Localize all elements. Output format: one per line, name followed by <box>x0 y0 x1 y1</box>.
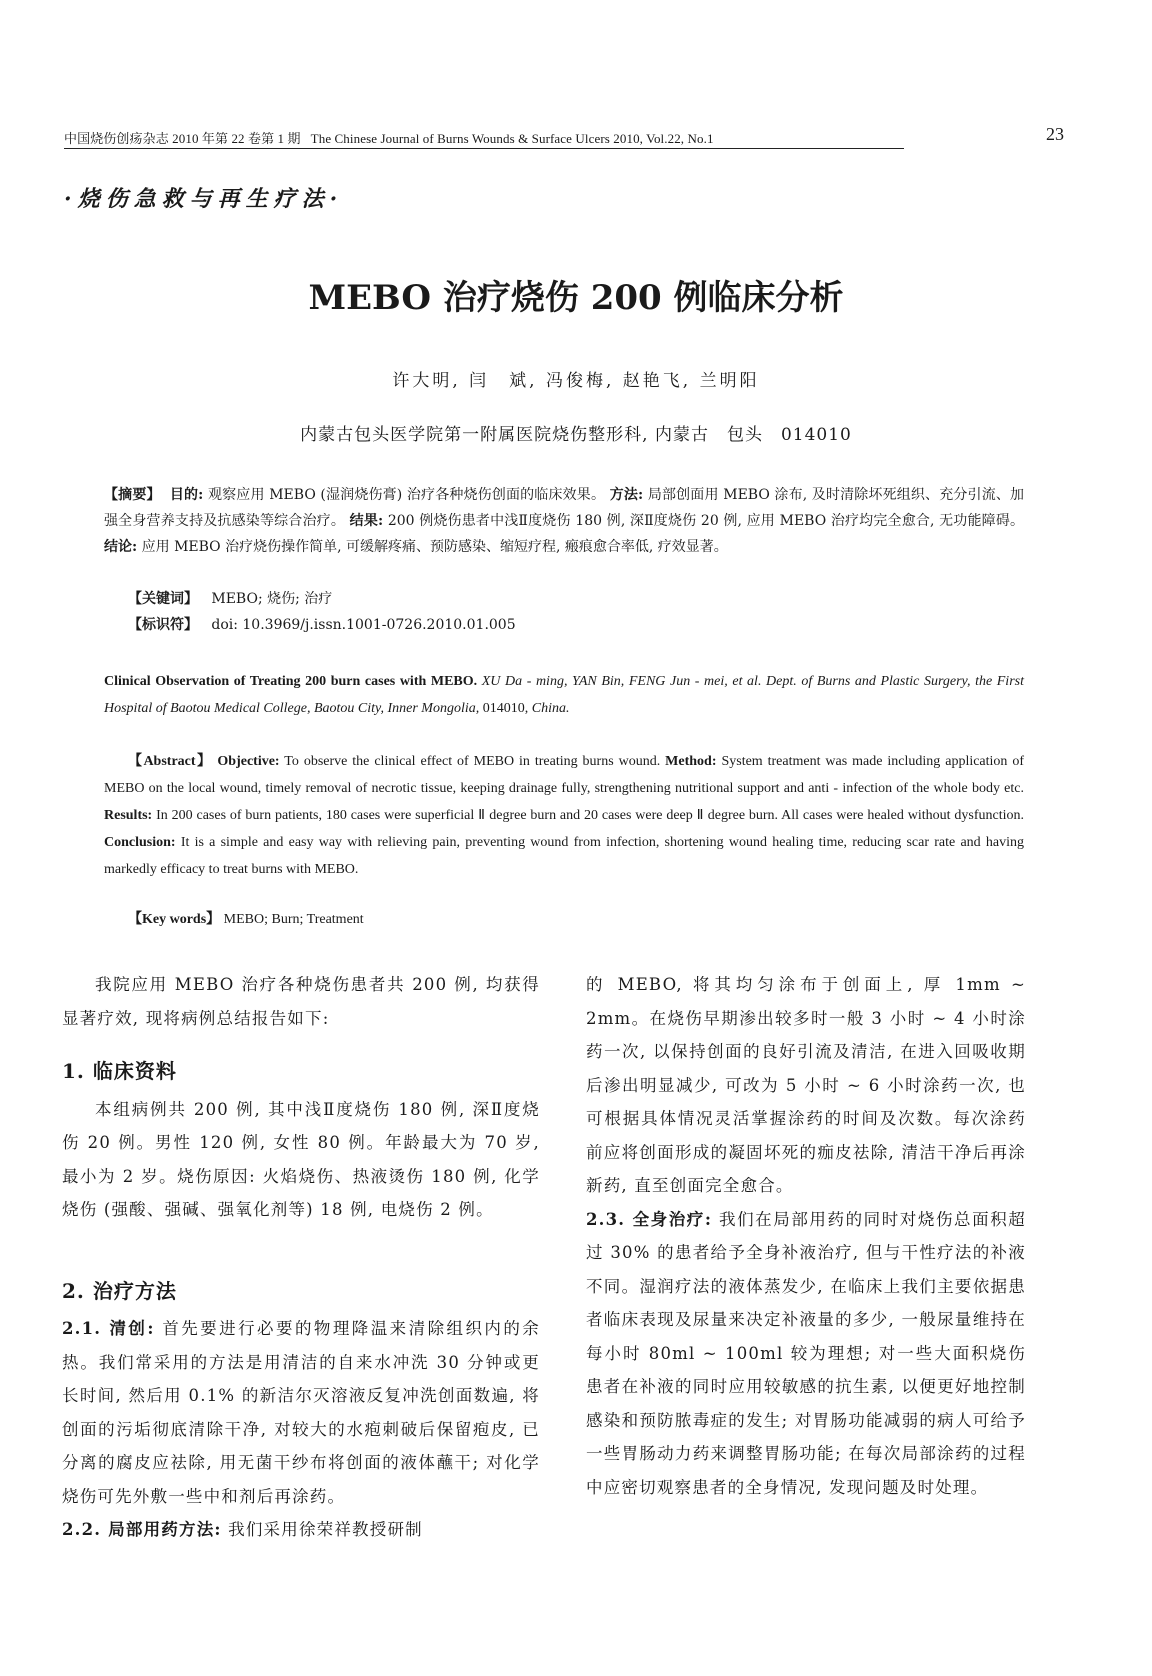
section-2-2-paragraph-cont: 的 MEBO, 将其均匀涂布于创面上, 厚 1mm ~ 2mm。在烧伤早期渗出较多时一般 3 小时 ~ 4 小时涂药一次, 以保持创面的良好引流及清洁, 在进入回吸收期后渗出明显减少, 可改为 5 小时 ~ 6 小时涂药一次, 也可根据具体情况灵活掌握涂药的时间及次数。每次涂药前应将创面形成的凝固坏死的痂皮祛除, 清洁干净后再涂新药, 直至创面完全愈合。 <box>586 975 1026 1195</box>
identifier-cn <box>128 612 1008 638</box>
section-2-3-label: 2.3. 全身治疗: <box>586 1209 713 1229</box>
body-left-column <box>62 968 540 1547</box>
section-gap <box>62 1227 540 1255</box>
purpose-label: 目的: <box>169 487 204 503</box>
abstract-cn <box>104 482 1024 560</box>
section-1-heading: 1. 临床资料 <box>62 1059 177 1083</box>
english-postcode: 014010, <box>482 701 529 716</box>
section-2-2-text-start: 我们采用徐荣祥教授研制 <box>228 1520 423 1539</box>
method-text: 局部创面用 MEBO 涂布, 及时清除坏死组织、充分引流、加强全身营养支持及抗感染等综合治疗。 <box>104 487 1025 529</box>
method-en-label: Method: <box>665 754 717 769</box>
section-1-paragraph: 本组病例共 200 例, 其中浅Ⅱ度烧伤 180 例, 深Ⅱ度烧伤 20 例。男性 120 例, 女性 80 例。年龄最大为 70 岁, 最小为 2 岁。烧伤原因: 火焰烧伤、热液烫伤 180 例, 化学烧伤 (强酸、强碱、强氧化剂等) 18 例, 电烧伤 2 例。 <box>62 1099 540 1219</box>
journal-name-en: The Chinese Journal of Burns Wounds & Surface Ulcers 2010, Vol.22, No.1 <box>310 131 714 146</box>
keywords-en <box>128 908 364 928</box>
abstract-en <box>104 748 1024 883</box>
results-text: 200 例烧伤患者中浅Ⅱ度烧伤 180 例, 深Ⅱ度烧伤 20 例, 应用 MEBO 治疗均完全愈合, 无功能障碍。 <box>387 513 1025 529</box>
author-list: 许大明, 闫 斌, 冯俊梅, 赵艳飞, 兰明阳 <box>392 371 760 391</box>
section-2-1-label: 2.1. 清创: <box>62 1319 155 1338</box>
abstract-cn-label: 【摘要】 <box>104 487 161 503</box>
keywords-cn-text: MEBO; 烧伤; 治疗 <box>211 591 333 607</box>
conclusion-en-text: It is a simple and easy way with relieving pain, preventing wound from infection, shortening wound healing time, reducing scar rate and having markedly efficacy to treat burns with MEBO. <box>104 835 1025 877</box>
section-2-heading: 2. 治疗方法 <box>62 1278 177 1303</box>
intro-paragraph: 我院应用 MEBO 治疗各种烧伤患者共 200 例, 均获得显著疗效, 现将病例总结报告如下: <box>62 975 540 1028</box>
english-title-block <box>104 668 1024 722</box>
purpose-text: 观察应用 MEBO (湿润烧伤膏) 治疗各种烧伤创面的临床效果。 <box>207 487 606 503</box>
affiliation: 内蒙古包头医学院第一附属医院烧伤整形科, 内蒙古 包头 014010 <box>300 425 852 445</box>
section-2-3-paragraph <box>586 1203 1026 1505</box>
results-en-text: In 200 cases of burn patients, 180 cases were superficial Ⅱ degree burn and 20 cases were deep Ⅱ degree burn. All cases were healed without dysfunction. <box>156 808 1025 823</box>
keywords-en-text: MEBO; Burn; Treatment <box>223 912 364 927</box>
page-number: 23 <box>1046 124 1064 144</box>
identifier-label: 【标识符】 <box>128 617 198 633</box>
english-affiliation: Dept. of Burns and Plastic Surgery, the First Hospital of Baotou Medical College, Baotou City, Inner Mongolia, <box>104 674 1024 716</box>
method-en-text: System treatment was made including application of MEBO on the local wound, timely removal of necrotic tissue, keeping drainage fully, strengthening nutritional support and anti - infection of the whole body etc. <box>104 754 1025 796</box>
section-2-1-paragraph <box>62 1312 540 1513</box>
english-authors: XU Da - ming, YAN Bin, FENG Jun - mei, et al. <box>481 674 762 689</box>
conclusion-text: 应用 MEBO 治疗烧伤操作简单, 可缓解疼痛、预防感染、缩短疗程, 瘢痕愈合率低, 疗效显著。 <box>141 539 728 555</box>
running-header <box>64 128 714 147</box>
conclusion-label: 结论: <box>104 539 138 555</box>
header-rule <box>64 148 904 149</box>
paper-title: MEBO 治疗烧伤 200 例临床分析 <box>308 278 844 318</box>
method-label: 方法: <box>609 487 644 503</box>
abstract-en-label: 【Abstract】 <box>128 754 213 769</box>
section-2-3-text: 我们在局部用药的同时对烧伤总面积超过 30% 的患者给予全身补液治疗, 但与干性疗法的补液不同。湿润疗法的液体蒸发少, 在临床上我们主要依据患者临床表现及尿量来决定补液量的多少, 一般尿量维持在每小时 80ml ~ 100ml 较为理想; 对一些大面积烧伤患者在补液的同时应用较敏感的抗生素, 以便更好地控制感染和预防脓毒症的发生; 对胃肠功能减弱的病人可给予一些胃肠动力药来调整胃肠功能; 在每次局部涂药的过程中应密切观察患者的全身情况, 发现问题及时处理。 <box>586 1209 1026 1497</box>
section-2-2-paragraph-start <box>62 1513 540 1547</box>
results-en-label: Results: <box>104 808 153 823</box>
journal-name-cn: 中国烧伤创疡杂志 2010 年第 22 卷第 1 期 <box>64 131 301 146</box>
doi-text: doi: 10.3969/j.issn.1001-0726.2010.01.005 <box>211 617 516 633</box>
section-2-1-text: 首先要进行必要的物理降温来清除组织内的余热。我们常采用的方法是用清洁的自来水冲洗 30 分钟或更长时间, 然后用 0.1% 的新洁尔灭溶液反复冲洗创面数遍, 将创面的污垢彻底清除干净, 对较大的水疱刺破后保留疱皮, 已分离的腐皮应祛除, 用无菌干纱布将创面的液体蘸干; 对化学烧伤可先外敷一些中和剂后再涂药。 <box>62 1319 541 1506</box>
conclusion-en-label: Conclusion: <box>104 835 176 850</box>
results-label: 结果: <box>349 513 384 529</box>
body-right-column <box>586 968 1026 1504</box>
keywords-cn <box>128 586 1008 612</box>
objective-label: Objective: <box>217 754 280 769</box>
section-2-2-label: 2.2. 局部用药方法: <box>62 1520 222 1539</box>
section-tag: ·烧伤急救与再生疗法· <box>64 186 344 212</box>
english-country: China. <box>531 701 570 716</box>
keywords-cn-label: 【关键词】 <box>128 591 198 607</box>
objective-text: To observe the clinical effect of MEBO in treating burns wound. <box>284 754 661 769</box>
english-title: Clinical Observation of Treating 200 burn cases with MEBO. <box>104 674 478 689</box>
keywords-en-label: 【Key words】 <box>128 912 221 927</box>
